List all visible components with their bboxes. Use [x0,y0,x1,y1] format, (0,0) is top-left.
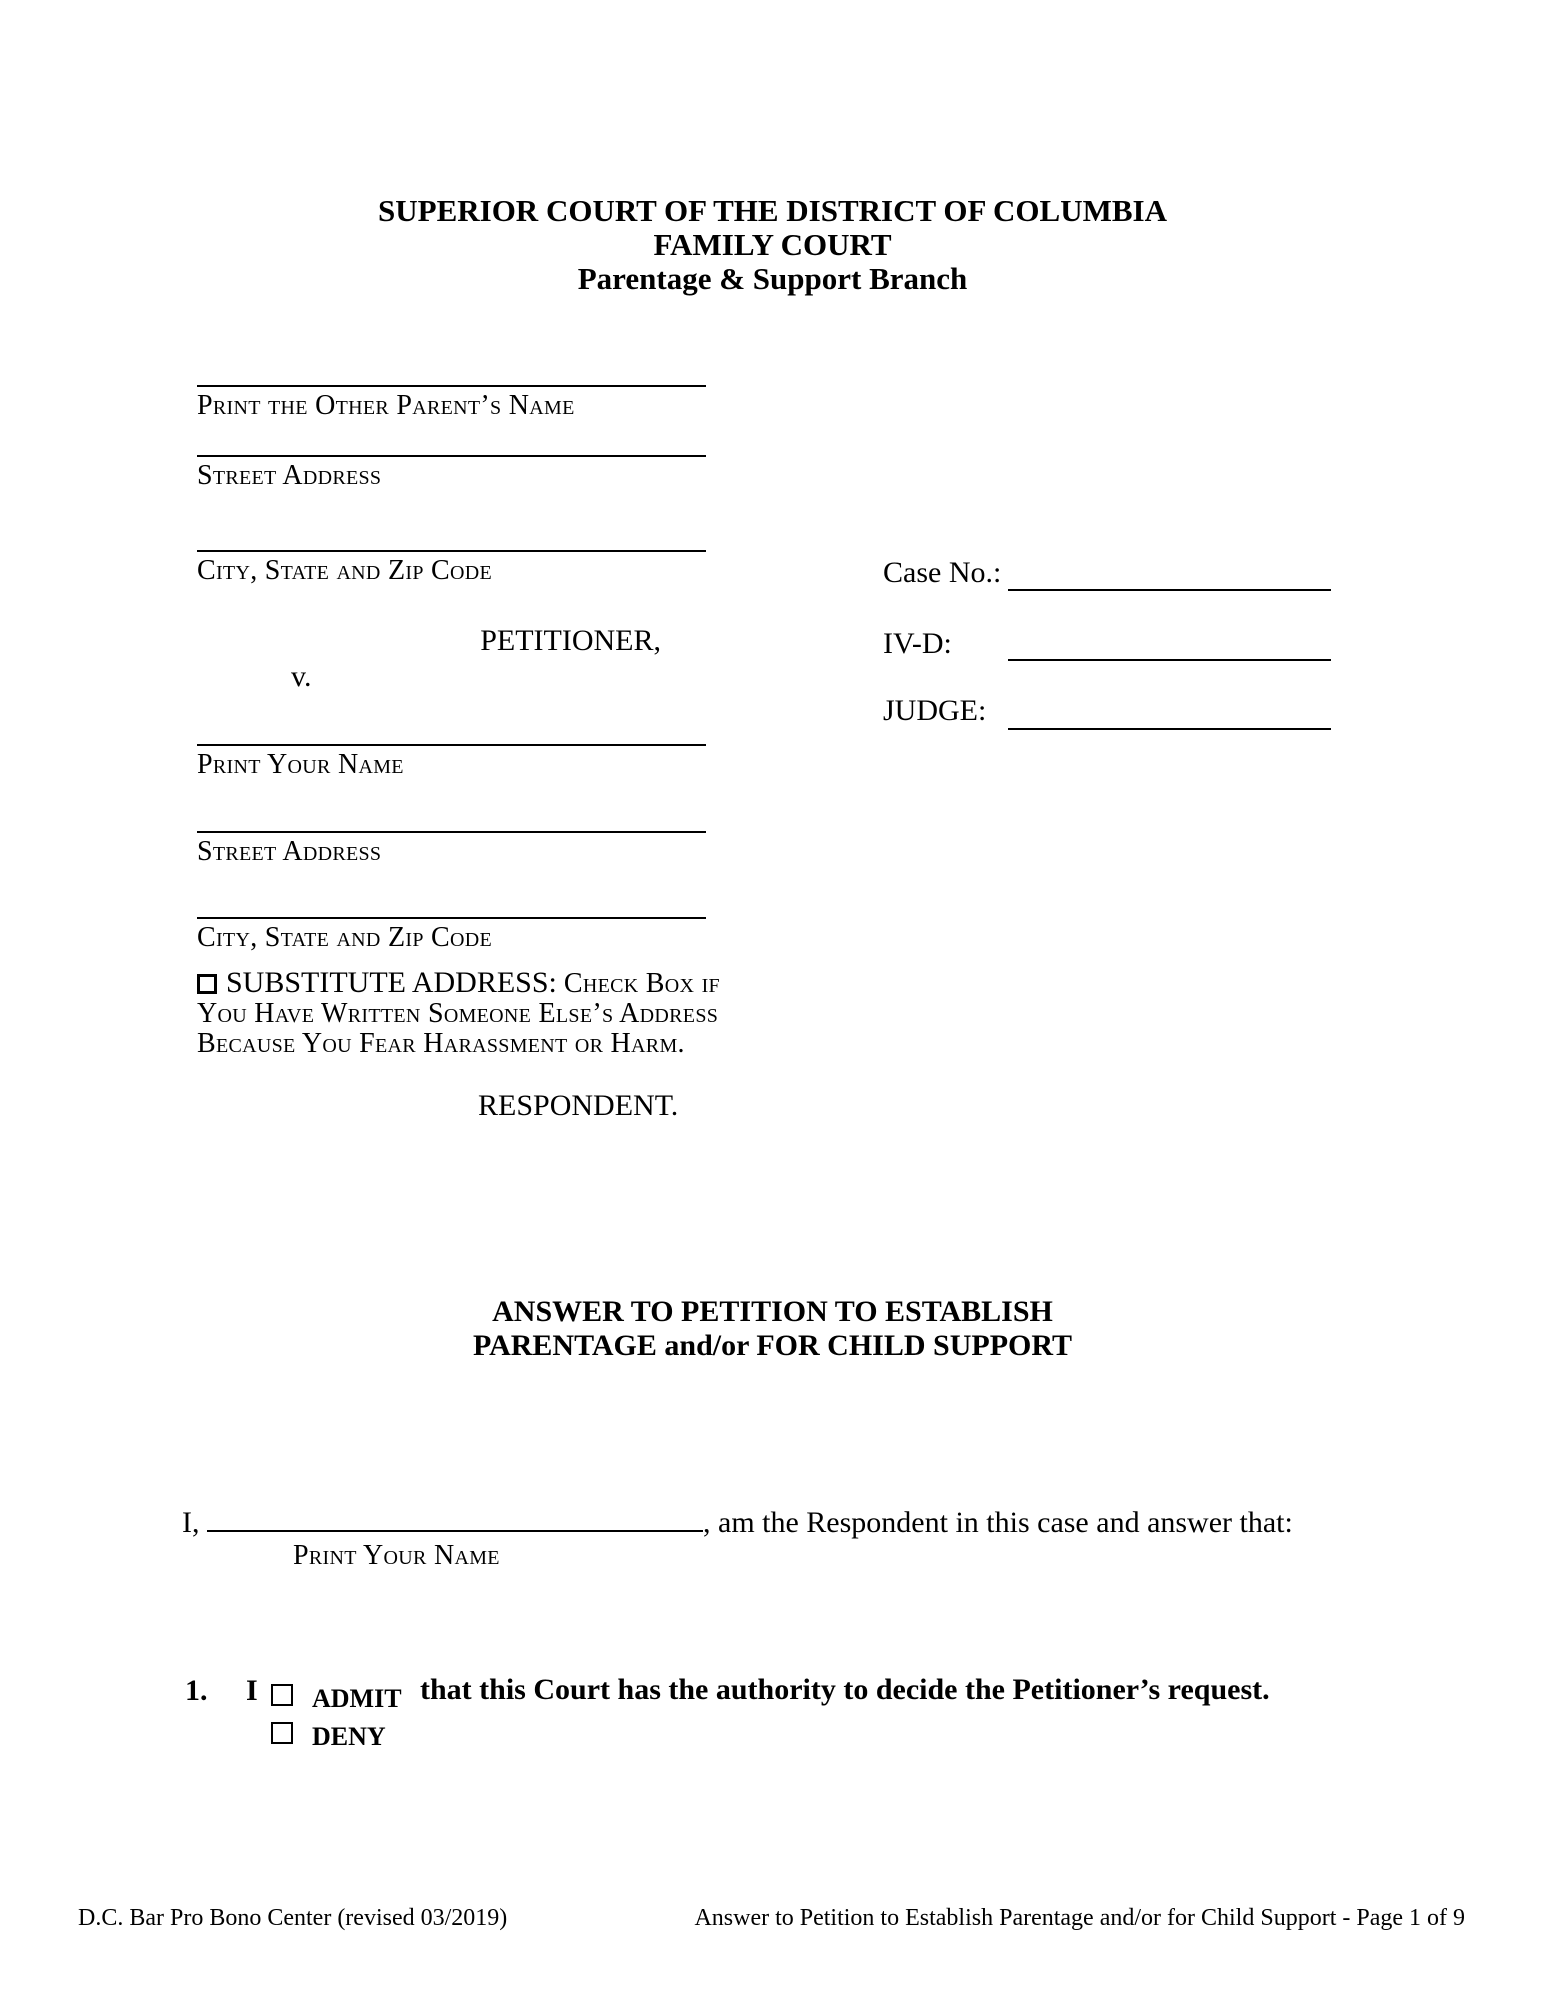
intro-sentence [182,1500,1293,1540]
respondent-street-address-label: Street Address [197,836,382,867]
ivd-field[interactable] [1008,659,1331,661]
court-branch: Parentage & Support Branch [577,261,968,296]
item1-number: 1. [185,1674,208,1707]
judge-field[interactable] [1008,728,1331,730]
deny-label: DENY [312,1722,386,1751]
court-division: FAMILY COURT [653,227,892,262]
petitioner-street-address-label: Street Address [197,460,382,491]
intro-prefix: I, [182,1506,200,1539]
petitioner-street-address-field[interactable] [197,455,706,457]
intro-name-hint-label: Print Your Name [293,1540,500,1571]
document-title-line1: ANSWER TO PETITION TO ESTABLISH [492,1295,1053,1328]
respondent-street-address-field[interactable] [197,831,706,833]
petitioner-city-state-zip-field[interactable] [197,550,706,552]
intro-suffix: , am the Respondent in this case and answer that: [703,1506,1293,1539]
case-no-label: Case No.: [883,556,1002,589]
ivd-label: IV-D: [883,627,952,660]
other-parent-name-label: Print the Other Parent’s Name [197,390,575,421]
document-title [0,1295,1545,1363]
respondent-name-field[interactable] [197,744,706,746]
other-parent-name-field[interactable] [197,385,706,387]
admit-label: ADMIT [312,1684,402,1713]
versus-label: v. [291,660,312,693]
item1-statement: that this Court has the authority to decide the Petitioner’s request. [420,1673,1270,1706]
court-name: SUPERIOR COURT OF THE DISTRICT OF COLUMBIA [378,193,1167,228]
footer-source: D.C. Bar Pro Bono Center (revised 03/2019) [78,1905,508,1931]
case-no-field[interactable] [1008,589,1331,591]
petitioner-party-label: PETITIONER, [480,624,661,657]
substitute-address-checkbox[interactable] [197,974,217,994]
petitioner-city-state-zip-label: City, State and Zip Code [197,555,493,586]
admit-checkbox[interactable] [271,1684,293,1706]
respondent-city-state-zip-field[interactable] [197,917,706,919]
footer-page-info: Answer to Petition to Establish Parentage and/or for Child Support - Page 1 of 9 [694,1905,1465,1931]
respondent-name-label: Print Your Name [197,749,404,780]
substitute-address-title: SUBSTITUTE ADDRESS: [226,966,557,999]
judge-label: JUDGE: [883,694,987,727]
intro-name-field[interactable] [207,1500,703,1532]
deny-checkbox[interactable] [271,1722,293,1744]
item1-pronoun: I [246,1674,258,1707]
respondent-city-state-zip-label: City, State and Zip Code [197,922,493,953]
substitute-address-text: Check Box if You Have Written Someone Else’s Address Because You Fear Harassment or Harm. [197,968,720,1059]
document-title-line2: PARENTAGE and/or FOR CHILD SUPPORT [472,1329,1072,1362]
court-header [0,194,1545,296]
respondent-party-label: RESPONDENT. [478,1089,679,1122]
substitute-address-section [197,968,745,1059]
